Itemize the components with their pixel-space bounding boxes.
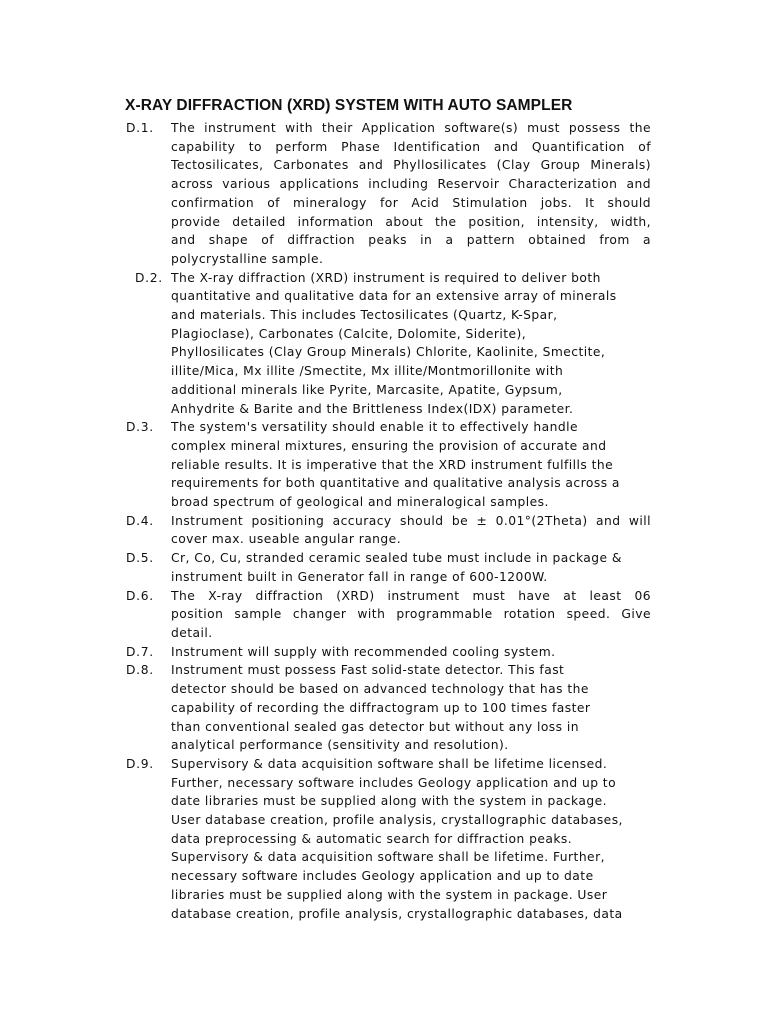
item-number: D.1. — [126, 121, 154, 135]
item-text-line: Tectosilicates, Carbonates and Phyllosilicates (Clay Group Minerals) — [171, 158, 651, 173]
item-text-line: necessary software includes Geology application and up to date — [171, 869, 594, 884]
item-text-line: Anhydrite & Barite and the Brittleness Index(IDX) parameter. — [171, 401, 574, 416]
page-title: X-RAY DIFFRACTION (XRD) SYSTEM WITH AUTO SAMPLER — [125, 97, 573, 114]
item-text-line: The X-ray diffraction (XRD) instrument must have at least 06 — [171, 588, 651, 603]
item-text-line: instrument built in Generator fall in range of 600-1200W. — [171, 569, 548, 584]
requirement-item — [0, 269, 768, 419]
item-text — [171, 269, 651, 419]
item-text-line: polycrystalline sample. — [171, 251, 324, 266]
item-text-line: The X-ray diffraction (XRD) instrument is required to deliver both — [171, 270, 601, 285]
item-text-line: illite/Mica, Mx illite /Smectite, Mx illite/Montmorillonite with — [171, 364, 564, 379]
item-text-line: Supervisory & data acquisition software shall be lifetime licensed. — [171, 756, 608, 771]
item-number: D.9. — [126, 756, 154, 771]
requirement-item — [0, 119, 768, 269]
item-text-line: complex mineral mixtures, ensuring the provision of accurate and — [171, 438, 607, 453]
item-number: D.8. — [126, 663, 154, 678]
requirement-item — [0, 549, 768, 586]
item-text-line: date libraries must be supplied along with the system in package. — [171, 794, 607, 809]
item-text-line: Instrument will supply with recommended cooling system. — [171, 644, 556, 659]
item-text-line: requirements for both quantitative and qualitative analysis across a — [171, 476, 620, 491]
item-text-line: detector should be based on advanced technology that has the — [171, 682, 589, 697]
item-text-line: quantitative and qualitative data for an extensive array of minerals — [171, 289, 617, 304]
item-text-line: User database creation, profile analysis, crystallographic databases, — [171, 813, 623, 828]
item-text-line: Supervisory & data acquisition software shall be lifetime. Further, — [171, 850, 605, 865]
item-text-line: cover max. useable angular range. — [171, 532, 402, 547]
item-text — [171, 755, 651, 923]
item-text-line: provide detailed information about the position, intensity, width, — [171, 214, 651, 229]
item-text-line: The system's versatility should enable it to effectively handle — [171, 420, 578, 435]
item-text-line: detail. — [171, 625, 213, 640]
item-text — [171, 549, 651, 586]
item-text-line: and materials. This includes Tectosilicates (Quartz, K-Spar, — [171, 308, 558, 323]
item-text-line: The instrument with their Application software(s) must possess the — [171, 121, 651, 135]
item-text-line: database creation, profile analysis, crystallographic databases, data — [171, 906, 623, 921]
item-text-line: Plagioclase), Carbonates (Calcite, Dolomite, Siderite), — [171, 326, 527, 341]
item-text — [171, 587, 651, 643]
item-text-line: additional minerals like Pyrite, Marcasite, Apatite, Gypsum, — [171, 382, 563, 397]
item-text-line: data preprocessing & automatic search for diffraction peaks. — [171, 831, 573, 846]
item-text-line: than conventional sealed gas detector but without any loss in — [171, 719, 579, 734]
item-text — [171, 512, 651, 549]
item-text-line: across various applications including Reservoir Characterization and — [171, 177, 651, 192]
item-text-line: capability of recording the diffractogram up to 100 times faster — [171, 700, 591, 715]
item-number: D.7. — [126, 644, 154, 659]
item-number: D.5. — [126, 551, 154, 566]
item-number: D.2. — [135, 270, 163, 285]
item-text-line: reliable results. It is imperative that the XRD instrument fulfills the — [171, 457, 614, 472]
item-text-line: broad spectrum of geological and mineralogical samples. — [171, 495, 549, 510]
requirement-item — [0, 512, 768, 549]
item-text-line: Instrument positioning accuracy should be ± 0.01°(2Theta) and will — [171, 513, 651, 528]
item-text-line: Phyllosilicates (Clay Group Minerals) Chlorite, Kaolinite, Smectite, — [171, 345, 606, 360]
requirement-item — [0, 418, 768, 512]
item-text-line: and shape of diffraction peaks in a pattern obtained from a — [171, 233, 651, 248]
requirement-item — [0, 643, 768, 662]
item-text-line: Cr, Co, Cu, stranded ceramic sealed tube must include in package & — [171, 551, 622, 566]
item-number: D.4. — [126, 513, 154, 528]
item-text-line: Further, necessary software includes Geology application and up to — [171, 775, 617, 790]
item-text-line: confirmation of mineralogy for Acid Stimulation jobs. It should — [171, 195, 651, 210]
item-text — [171, 418, 651, 512]
requirements-list — [0, 119, 768, 923]
item-number: D.3. — [126, 420, 154, 435]
requirement-item — [0, 587, 768, 643]
item-text-line: libraries must be supplied along with the system in package. User — [171, 887, 608, 902]
item-text — [171, 119, 651, 269]
item-text — [171, 661, 651, 755]
item-text — [171, 643, 651, 662]
item-text-line: position sample changer with programmable rotation speed. Give — [171, 607, 651, 622]
item-text-line: Instrument must possess Fast solid-state detector. This fast — [171, 663, 565, 678]
requirement-item — [0, 661, 768, 755]
item-number: D.6. — [126, 588, 154, 603]
requirement-item — [0, 755, 768, 923]
item-text-line: analytical performance (sensitivity and resolution). — [171, 738, 509, 753]
item-text-line: capability to perform Phase Identification and Quantification of — [171, 139, 651, 154]
